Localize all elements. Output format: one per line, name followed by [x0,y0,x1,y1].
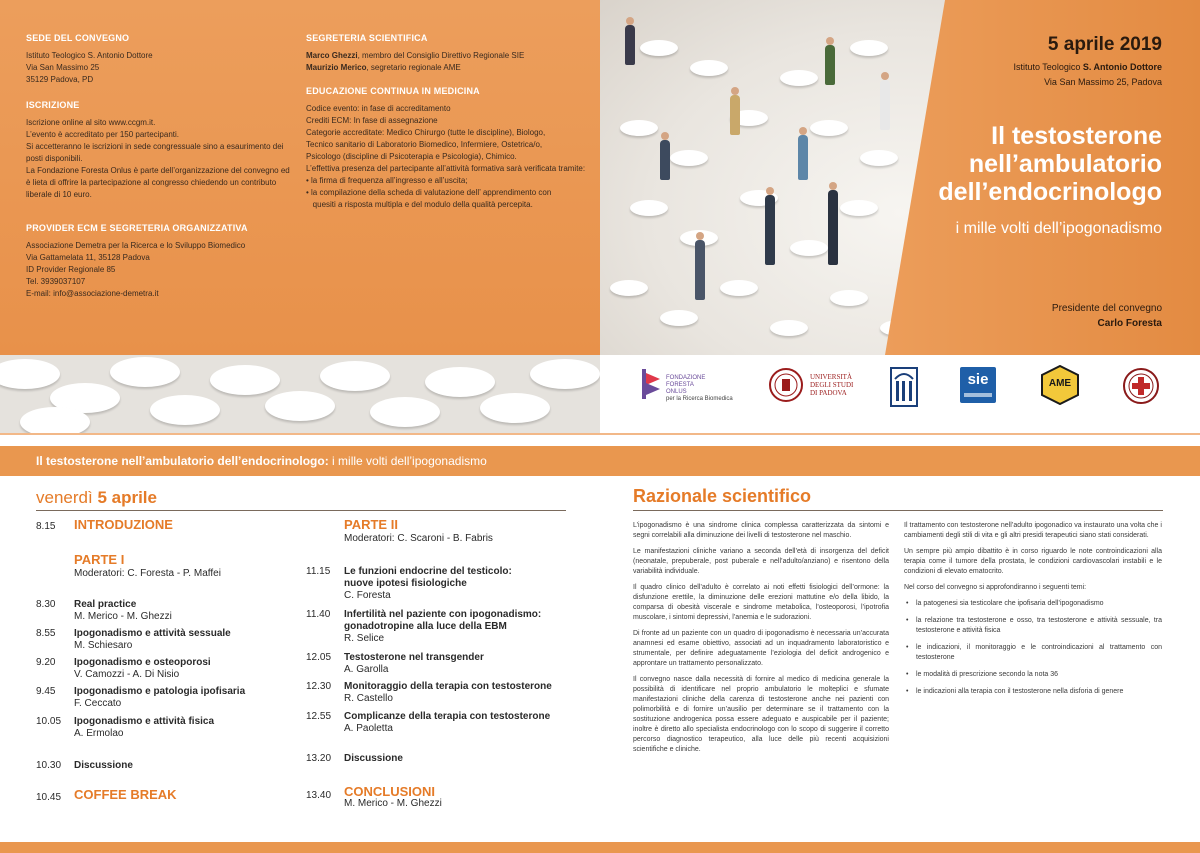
session-title-cont: nuove ipotesi fisiologiche [344,578,467,589]
session-block [344,681,552,705]
cover-title [938,122,1162,206]
session-time: 10.30 [36,760,62,771]
ecm-line: Psicologo (discipline di Psicoterapia e Psicologia), Chimico. [306,152,517,161]
razionale-paragraph: Il convegno nasce dalla necessità di fornire al medico di medicina generale la possibilità di identificare nel proprio ambulatorio le molteplici e sfumate manifestazioni cliniche della carenza di testosterone anche nei pazienti con polimorbilità e di fornire un’ausilio per determinare se il trattamento con la sostituzione androgenica possa essere adeguato e auspicabile per il paziente; inoltre è diretto allo specialista endocrinologo con lo scopo di suggerire il corretto percorso diagnostico terapeutico, alla luce delle più recenti acquisizioni scientifiche e cliniche. [633,676,889,753]
iscrizione-line: L’evento è accreditato per 150 partecipanti. [26,130,179,139]
provider-section [26,222,296,300]
session-block [74,657,211,681]
topic-item: • le indicazioni alla terapia con il testosterone nella disforia di genere [904,687,1162,697]
session-time: 12.55 [306,711,332,722]
razionale-paragraph: Di fronte ad un paziente con un quadro di ipogonadismo è necessaria un’accurata anamnesi ed esame obiettivo, associati ad un inquadramento laboratoristico e strumentale, per definire adeguatamente l’eziologia del deficit androgenico e approntare un trattamento personalizzato. [633,630,889,667]
banner-text [36,454,487,468]
iscrizione-line: è lieta di offrire la partecipazione al congresso chiedendo un contributo [26,178,277,187]
ecm-line: • la compilazione della scheda di valutazione dell’ apprendimento con [306,188,552,197]
ecm-line: • la firma di frequenza all’ingresso e all’uscita; [306,176,468,185]
provider-line: Tel. 3939037107 [26,277,86,286]
parte-i-heading: PARTE I [74,552,125,567]
session-time: 9.45 [36,686,56,697]
session-time: 9.20 [36,657,56,668]
iscrizione-line: La Fondazione Foresta Onlus è parte dell’organizzazione del convegno ed [26,166,290,175]
iscrizione-section [26,99,296,201]
razionale-paragraph: Nel corso del convegno si approfondiranno i seguenti temi: [904,584,1087,591]
segreteria-line-1 [306,50,596,62]
president-label: Presidente del convegno [1051,303,1162,314]
topic-item: • la patogenesi sia testicolare che ipofisaria dell’ipogonadismo [904,599,1162,609]
ecm-heading: EDUCAZIONE CONTINUA IN MEDICINA [306,86,480,96]
session-time: 8.30 [36,599,56,610]
segreteria-section [306,32,596,74]
razionale-rule [633,510,1163,511]
cover-title-line: Il testosterone [991,122,1162,150]
coffee-break-heading: COFFEE BREAK [74,787,177,802]
ecm-line: Crediti ECM: In fase di assegnazione [306,116,438,125]
event-venue [1013,62,1162,72]
provider-email[interactable]: E-mail: info@associazione-demetra.it [26,289,159,298]
segreteria-role: , segretario regionale AME [366,63,461,72]
venue-name: S. Antonio Dottore [1082,62,1162,72]
discussion-label: Discussione [344,753,403,764]
banner-title: Il testosterone nell’ambulatorio dell’endocrinologo: [36,454,329,468]
pills-strip-photo [0,355,600,433]
program-day-name: venerdì [36,488,98,507]
ecm-line: Tecnico sanitario di Laboratorio Biomedico, Infermiere, Ostetrica/o, [306,140,543,149]
fold-divider [0,433,1200,435]
unipd-logo-text: DEGLI STUDI [810,381,854,389]
provider-line: Associazione Demetra per la Ricerca e lo Sviluppo Biomedico [26,241,246,250]
program-rule [36,510,566,511]
session-title: Infertilità nel paziente con ipogonadismo: [344,609,542,620]
inner-title-banner [0,446,1200,476]
ame-logo-text: AME [1048,378,1072,389]
session-title: Testosterone nel transgender [344,652,484,663]
bottom-orange-bar [0,842,1200,853]
cover-hero [600,0,1200,355]
segreteria-heading: SEGRETERIA SCIENTIFICA [306,33,428,43]
session-block [344,786,442,810]
session-title: Ipogonadismo e attività sessuale [74,628,231,639]
razionale-paragraph: Il trattamento con testosterone nell’adulto ipogonadico va instaurato una volta che i cambiamenti degli stili di vita e gli altri presidi terapeutici siano stati considerati. [904,522,1162,539]
session-block [344,711,550,735]
session-speakers: F. Ceccato [74,698,122,709]
session-speakers: A. Paoletta [344,723,393,734]
foresta-logo-text: ONLUS [666,389,687,395]
provider-heading: PROVIDER ECM E SEGRETERIA ORGANIZZATIVA [26,223,248,233]
venue-prefix: Istituto Teologico [1013,62,1083,72]
banner-subtitle: i mille volti dell’ipogonadismo [328,454,487,468]
session-time: 8.55 [36,628,56,639]
session-speakers: R. Selice [344,633,385,644]
session-title: Le funzioni endocrine del testicolo: [344,566,512,577]
session-block [344,519,493,545]
foresta-logo-text: per la Ricerca Biomedica [666,396,733,402]
ecm-line: Categorie accreditate: Medico Chirurgo (tutte le discipline), Biologo, [306,128,546,137]
session-time: 10.05 [36,716,62,727]
sede-section [26,32,296,86]
unipd-logo-text: DI PADOVA [810,389,847,397]
session-moderators: Moderatori: C. Scaroni - B. Fabris [344,533,493,544]
session-title: Monitoraggio della terapia con testosterone [344,681,552,692]
president-name: Carlo Foresta [1097,318,1162,329]
topic-item: • le indicazioni, il monitoraggio e le controindicazioni al trattamento con testosterone [904,643,1162,663]
session-speakers: C. Foresta [344,590,391,601]
iscrizione-line: Si accetteranno le iscrizioni in sede congressuale sino a esaurimento dei [26,142,284,151]
razionale-paragraph: Le manifestazioni cliniche variano a seconda dell’età di insorgenza del deficit (neonatale, prepuberale, post puberale e nell’adulto/anziano) e risentono della variabilità individuale. [633,548,889,575]
cover-title-line: dell’endocrinologo [938,178,1162,206]
session-speakers: V. Camozzi - A. Di Nisio [74,669,180,680]
discussion-label: Discussione [74,760,133,771]
session-speakers: R. Castello [344,693,393,704]
session-title: Ipogonadismo e attività fisica [74,716,215,727]
iscrizione-line: Iscrizione online al sito www.ccgm.it. [26,118,156,127]
razionale-column-1 [633,521,889,761]
provider-line: Via Gattamelata 11, 35128 Padova [26,253,150,262]
razionale-heading: Razionale scientifico [633,486,812,506]
session-time: 11.15 [306,566,331,577]
provider-line: ID Provider Regionale 85 [26,265,116,274]
iscrizione-line: posti disponibili. [26,154,83,163]
session-time: 10.45 [36,792,62,803]
parte-ii-heading: PARTE II [344,517,398,532]
unipd-logo-text: UNIVERSITÀ [810,373,852,381]
sie-logo [960,367,996,403]
session-block [74,716,214,740]
razionale-paragraph: L’ipogonadismo è una sindrome clinica complessa caratterizzata da sintomi e segni correlabili alla diminuzione dei livelli di testosterone nel maschio. [633,522,889,539]
razionale-paragraph: Un sempre più ampio dibattito è in corso riguardo le note controindicazioni alla terapia come il tumore della prostata, le condizioni cardiovascolari instabili e le condizioni di elevato ematocrito. [904,548,1162,575]
session-block [344,609,541,645]
conclusioni-heading: CONCLUSIONI [344,784,435,799]
medical-order-logo [1122,367,1160,405]
cover-title-line: nell’ambulatorio [968,150,1162,178]
program-day-date: 5 aprile [97,488,157,507]
institute-building-logo [890,367,918,407]
session-block [344,652,484,676]
ecm-line: L’effettiva presenza del partecipante all’attività formativa sarà verificata tramite: [306,164,586,173]
session-time: 13.20 [306,753,332,764]
session-block [74,599,172,623]
session-block [74,686,245,710]
session-speakers: M. Merico - M. Ghezzi [74,611,172,622]
foresta-logo-text: FONDAZIONE [666,375,706,381]
topic-item: • la relazione tra testosterone e osso, tra testosterone e attività sessuale, tra testosterone e attività fisica [904,616,1162,636]
intro-heading: INTRODUZIONE [74,517,173,532]
program-day-heading [36,488,157,508]
sie-logo-text: sie [967,371,989,388]
session-speakers: M. Merico - M. Ghezzi [344,798,442,809]
session-time: 12.05 [306,652,332,663]
iscrizione-line: liberale di 10 euro. [26,190,92,199]
session-speakers: A. Ermolao [74,728,124,739]
razionale-topics-list [904,599,1162,697]
session-title-cont: gonadotropine alla luce della EBM [344,621,507,632]
sede-line: 35129 Padova, PD [26,75,94,84]
session-time: 13.40 [306,790,332,801]
ecm-section [306,85,596,211]
segreteria-role: , membro del Consiglio Direttivo Regionale SIE [357,51,525,60]
session-title: Real practice [74,599,137,610]
segreteria-name: Maurizio Merico [306,63,367,72]
event-date: 5 aprile 2019 [1047,34,1162,55]
cover-subtitle: i mille volti dell’ipogonadismo [955,220,1162,237]
session-moderators: Moderatori: C. Foresta - P. Maffei [74,568,221,579]
sede-heading: SEDE DEL CONVEGNO [26,33,130,43]
foresta-mark-icon [638,369,660,399]
razionale-paragraph: Il quadro clinico dell’adulto è correlato ai noti effetti fisiologici dell’ormone: la disfunzione erettile, la diminuzione delle erezioni mattutine e/o della libido, la comparsa di obesità viscerale e sindrome metabolica, l’osteoporosi, l’ipotrofia muscolare, i sintomi depressivi, l’anemia e le sudorazioni. [633,584,889,621]
session-block [74,554,221,580]
session-time: 11.40 [306,609,331,620]
session-speakers: M. Schiesaro [74,640,133,651]
razionale-column-2 [904,521,1162,704]
iscrizione-heading: ISCRIZIONE [26,100,80,110]
session-title: Ipogonadismo e osteoporosi [74,657,211,668]
session-block [74,628,231,652]
segreteria-line-2 [306,62,596,74]
event-address: Via San Massimo 25, Padova [1044,77,1162,87]
session-title: Ipogonadismo e patologia ipofisaria [74,686,246,697]
session-time: 12.30 [306,681,332,692]
unipd-seal-icon [768,367,804,403]
session-speakers: A. Garolla [344,664,389,675]
session-title [74,519,173,533]
topic-item: • le modalità di prescrizione secondo la nota 36 [904,670,1162,680]
sede-line: Istituto Teologico S. Antonio Dottore [26,51,153,60]
ecm-line: quesiti a risposta multipla e del modulo della qualità percepita. [306,200,533,209]
coffee-break-block [74,789,177,803]
segreteria-name: Marco Ghezzi [306,51,358,60]
ecm-line: Codice evento: in fase di accreditamento [306,104,451,113]
session-title: Complicanze della terapia con testosterone [344,711,551,722]
sponsor-logos [600,355,1200,433]
foresta-logo-text: FORESTA [666,382,694,388]
session-block [344,566,512,602]
session-time: 8.15 [36,521,56,532]
sede-line: Via San Massimo 25 [26,63,100,72]
